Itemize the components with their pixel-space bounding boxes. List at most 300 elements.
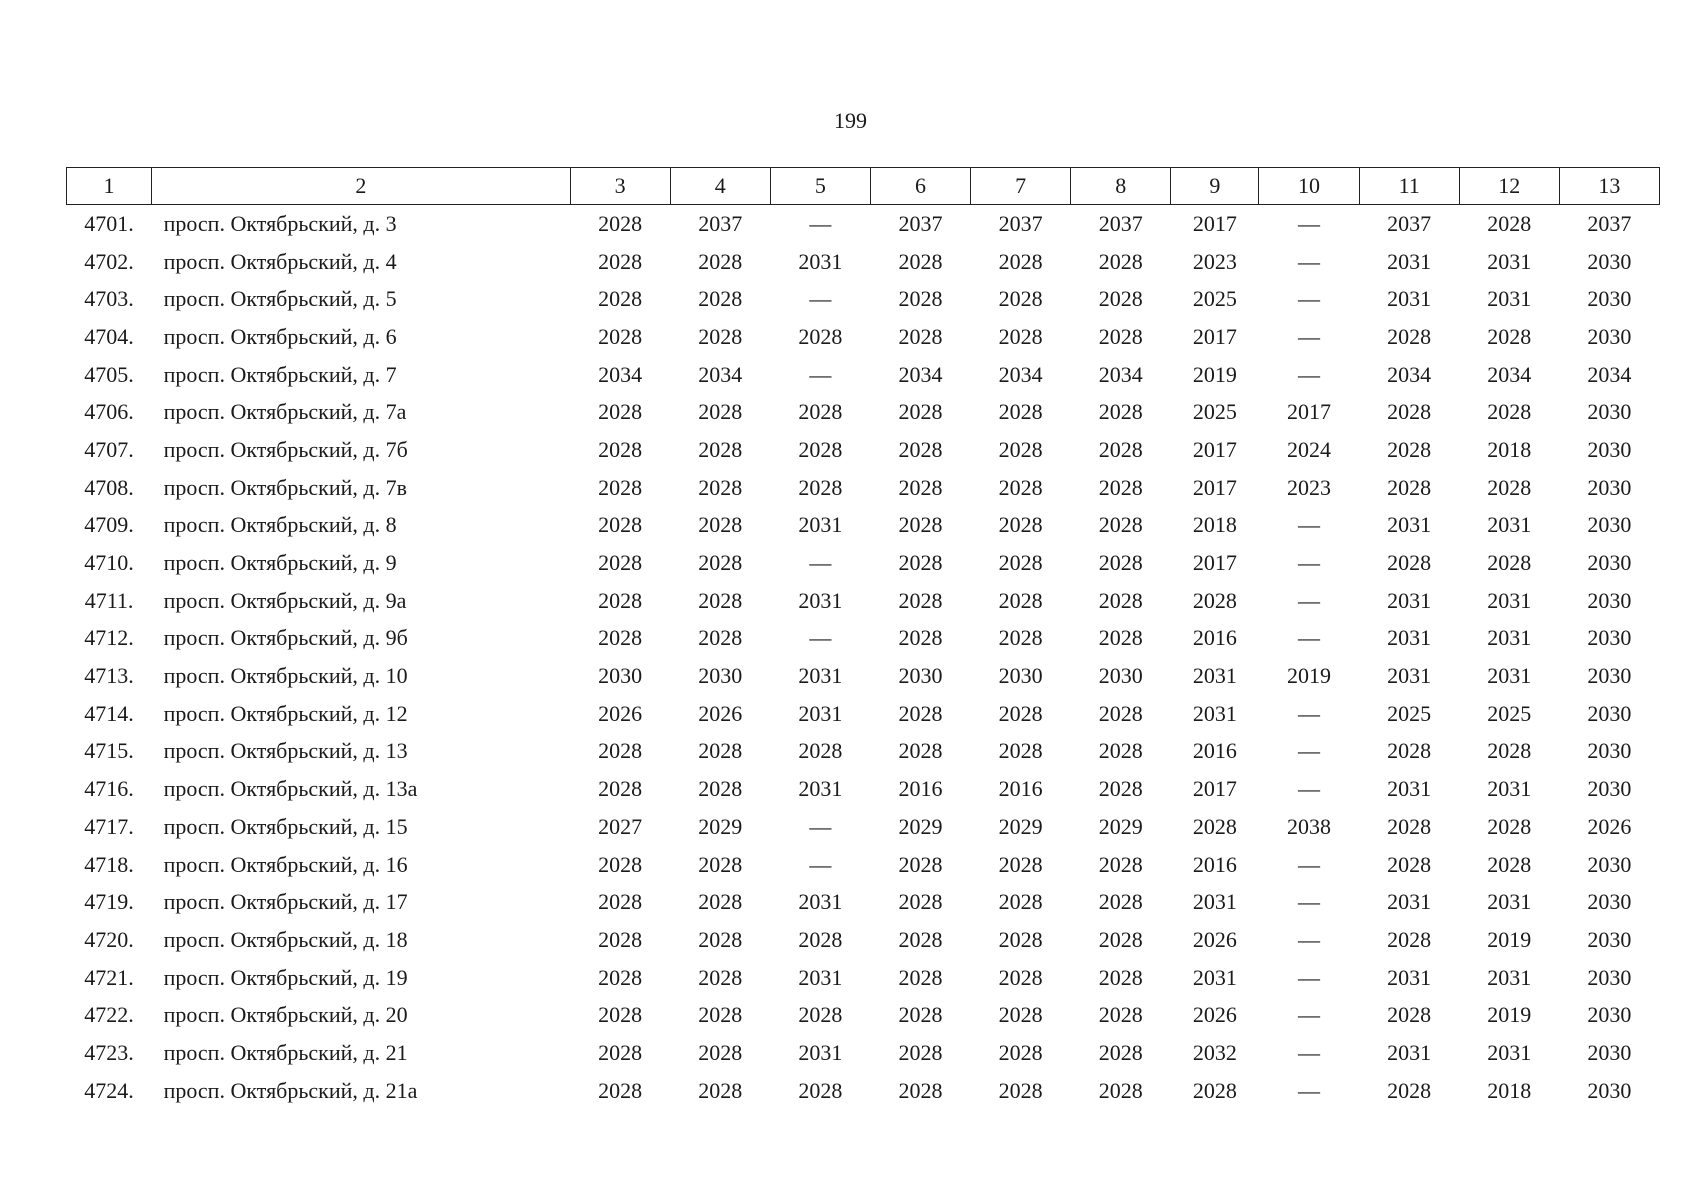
year-cell: 2028: [598, 1002, 643, 1028]
year-cell: 2016: [1192, 851, 1237, 877]
year-cell: —: [809, 813, 832, 839]
year-cell: 2028: [1487, 399, 1532, 425]
year-cell: 2028: [698, 286, 743, 312]
year-cell: 2028: [598, 550, 643, 576]
year-cell: 2034: [698, 361, 743, 387]
year-cell: 2037: [1098, 210, 1143, 236]
year-cell: —: [1298, 512, 1321, 538]
year-cell: —: [1298, 964, 1321, 990]
year-cell: 2034: [998, 361, 1043, 387]
row-number-cell: 4711.: [84, 587, 134, 613]
year-cell: —: [1298, 587, 1321, 613]
year-cell: —: [1298, 1039, 1321, 1065]
year-cell: —: [1298, 1077, 1321, 1103]
year-cell: 2028: [898, 1039, 943, 1065]
table-row: [67, 921, 1660, 959]
year-cell: 2031: [1387, 889, 1432, 915]
year-cell: 2028: [998, 889, 1043, 915]
year-cell: 2028: [598, 1039, 643, 1065]
year-cell: —: [809, 286, 832, 312]
table-row: [67, 695, 1660, 733]
year-cell: 2031: [798, 663, 843, 689]
year-cell: 2037: [898, 210, 943, 236]
row-number-cell: 4718.: [84, 851, 134, 877]
year-cell: 2028: [1098, 248, 1143, 274]
year-cell: 2031: [1192, 889, 1237, 915]
year-cell: 2018: [1487, 1077, 1532, 1103]
year-cell: 2025: [1387, 700, 1432, 726]
year-cell: 2028: [698, 926, 743, 952]
table-row: [67, 582, 1660, 620]
year-cell: 2028: [898, 436, 943, 462]
row-number-cell: 4723.: [84, 1039, 134, 1065]
year-cell: 2025: [1487, 700, 1532, 726]
year-cell: 2031: [798, 587, 843, 613]
row-number-cell: 4712.: [84, 625, 134, 651]
address-cell: просп. Октябрьский, д. 9: [163, 550, 397, 576]
year-cell: 2028: [598, 323, 643, 349]
year-cell: 2028: [598, 248, 643, 274]
table-row: [67, 205, 1660, 243]
year-cell: —: [1298, 1002, 1321, 1028]
table-row: [67, 544, 1660, 582]
year-cell: 2028: [1098, 964, 1143, 990]
year-cell: 2037: [998, 210, 1043, 236]
year-cell: 2029: [998, 813, 1043, 839]
table-row: [67, 469, 1660, 507]
year-cell: 2028: [698, 1039, 743, 1065]
year-cell: 2028: [598, 964, 643, 990]
year-cell: 2028: [1387, 474, 1432, 500]
row-number-cell: 4717.: [84, 813, 134, 839]
year-cell: 2034: [1487, 361, 1532, 387]
address-cell: просп. Октябрьский, д. 21а: [163, 1077, 418, 1103]
table-row: [67, 620, 1660, 658]
year-cell: 2028: [1387, 813, 1432, 839]
year-cell: 2028: [1387, 1002, 1432, 1028]
column-header: 13: [1559, 168, 1659, 205]
year-cell: 2028: [698, 323, 743, 349]
table-row: [67, 243, 1660, 281]
address-cell: просп. Октябрьский, д. 16: [163, 851, 408, 877]
column-number-header-row: [67, 168, 1660, 205]
year-cell: 2037: [1587, 210, 1632, 236]
row-number-cell: 4720.: [84, 926, 134, 952]
year-cell: 2031: [1487, 587, 1532, 613]
table-body: [67, 205, 1660, 1110]
year-cell: —: [1298, 248, 1321, 274]
year-cell: 2031: [1387, 248, 1432, 274]
year-cell: 2028: [998, 1039, 1043, 1065]
year-cell: 2037: [698, 210, 743, 236]
year-cell: —: [1298, 851, 1321, 877]
year-cell: —: [1298, 738, 1321, 764]
year-cell: 2030: [1587, 1039, 1632, 1065]
row-number-cell: 4719.: [84, 889, 134, 915]
table-row: [67, 280, 1660, 318]
year-cell: 2028: [1098, 512, 1143, 538]
year-cell: 2018: [1487, 436, 1532, 462]
address-cell: просп. Октябрьский, д. 4: [163, 248, 397, 274]
year-cell: 2028: [998, 926, 1043, 952]
year-cell: 2028: [698, 1077, 743, 1103]
year-cell: 2037: [1387, 210, 1432, 236]
year-cell: 2025: [1192, 399, 1237, 425]
address-cell: просп. Октябрьский, д. 19: [163, 964, 408, 990]
year-cell: 2030: [1587, 323, 1632, 349]
year-cell: 2028: [998, 1002, 1043, 1028]
year-cell: 2030: [1587, 587, 1632, 613]
year-cell: 2028: [1098, 474, 1143, 500]
year-cell: 2028: [798, 1077, 843, 1103]
address-cell: просп. Октябрьский, д. 20: [163, 1002, 408, 1028]
address-cell: просп. Октябрьский, д. 7: [163, 361, 397, 387]
year-cell: 2031: [798, 512, 843, 538]
year-cell: 2031: [1387, 776, 1432, 802]
year-cell: 2028: [598, 286, 643, 312]
year-cell: 2028: [1192, 813, 1237, 839]
year-cell: 2026: [698, 700, 743, 726]
year-cell: 2030: [1587, 625, 1632, 651]
year-cell: 2030: [1587, 286, 1632, 312]
year-cell: 2028: [698, 248, 743, 274]
year-cell: —: [1298, 286, 1321, 312]
year-cell: 2031: [1487, 776, 1532, 802]
year-cell: 2017: [1287, 399, 1332, 425]
year-cell: 2031: [1192, 700, 1237, 726]
year-cell: 2016: [898, 776, 943, 802]
row-number-cell: 4706.: [84, 399, 134, 425]
year-cell: 2031: [1387, 512, 1432, 538]
year-cell: 2028: [698, 889, 743, 915]
year-cell: 2028: [998, 964, 1043, 990]
year-cell: 2016: [1192, 738, 1237, 764]
year-cell: 2023: [1192, 248, 1237, 274]
year-cell: 2028: [698, 776, 743, 802]
year-cell: 2028: [898, 889, 943, 915]
year-cell: 2030: [1587, 738, 1632, 764]
year-cell: —: [1298, 889, 1321, 915]
year-cell: 2028: [698, 1002, 743, 1028]
year-cell: 2028: [598, 1077, 643, 1103]
year-cell: 2028: [1098, 625, 1143, 651]
year-cell: 2028: [998, 738, 1043, 764]
year-cell: 2028: [1487, 323, 1532, 349]
year-cell: 2031: [1387, 587, 1432, 613]
year-cell: 2028: [698, 964, 743, 990]
address-cell: просп. Октябрьский, д. 17: [163, 889, 408, 915]
year-cell: 2028: [1487, 738, 1532, 764]
year-cell: 2028: [798, 323, 843, 349]
year-cell: 2028: [1098, 550, 1143, 576]
address-cell: просп. Октябрьский, д. 10: [163, 663, 408, 689]
table-row: [67, 356, 1660, 394]
year-cell: 2028: [898, 1002, 943, 1028]
year-cell: 2031: [1487, 964, 1532, 990]
year-cell: 2028: [698, 399, 743, 425]
year-cell: 2030: [998, 663, 1043, 689]
year-cell: 2028: [898, 964, 943, 990]
year-cell: —: [1298, 926, 1321, 952]
year-cell: 2028: [798, 399, 843, 425]
year-cell: 2031: [1487, 625, 1532, 651]
year-cell: 2028: [998, 436, 1043, 462]
year-cell: 2028: [898, 399, 943, 425]
year-cell: 2019: [1487, 926, 1532, 952]
year-cell: 2028: [598, 436, 643, 462]
year-cell: 2028: [1387, 399, 1432, 425]
column-header: 11: [1359, 168, 1459, 205]
year-cell: 2028: [898, 851, 943, 877]
table-row: [67, 996, 1660, 1034]
year-cell: 2034: [598, 361, 643, 387]
year-cell: 2028: [798, 1002, 843, 1028]
year-cell: 2030: [1587, 889, 1632, 915]
year-cell: 2028: [1098, 738, 1143, 764]
year-cell: 2030: [1587, 399, 1632, 425]
year-cell: —: [1298, 210, 1321, 236]
year-cell: 2017: [1192, 776, 1237, 802]
year-cell: 2028: [1487, 851, 1532, 877]
year-cell: 2025: [1192, 286, 1237, 312]
year-cell: 2028: [1098, 399, 1143, 425]
year-cell: 2026: [1192, 1002, 1237, 1028]
year-cell: 2030: [1587, 776, 1632, 802]
column-header: 5: [770, 168, 870, 205]
year-cell: 2028: [1487, 474, 1532, 500]
year-cell: 2028: [1098, 926, 1143, 952]
year-cell: —: [809, 550, 832, 576]
year-cell: 2027: [598, 813, 643, 839]
year-cell: 2034: [1098, 361, 1143, 387]
year-cell: —: [1298, 550, 1321, 576]
year-cell: 2031: [1387, 663, 1432, 689]
year-cell: 2029: [1098, 813, 1143, 839]
year-cell: 2016: [1192, 625, 1237, 651]
year-cell: 2030: [1587, 1002, 1632, 1028]
year-cell: 2030: [1587, 512, 1632, 538]
year-cell: 2031: [798, 776, 843, 802]
year-cell: 2028: [1098, 323, 1143, 349]
year-cell: 2028: [598, 625, 643, 651]
year-cell: 2028: [1098, 889, 1143, 915]
year-cell: 2028: [898, 323, 943, 349]
year-cell: 2028: [598, 738, 643, 764]
year-cell: 2028: [698, 851, 743, 877]
year-cell: 2017: [1192, 210, 1237, 236]
row-number-cell: 4715.: [84, 738, 134, 764]
year-cell: 2028: [598, 512, 643, 538]
row-number-cell: 4709.: [84, 512, 134, 538]
year-cell: 2028: [598, 889, 643, 915]
year-cell: 2028: [798, 474, 843, 500]
year-cell: 2031: [1387, 964, 1432, 990]
row-number-cell: 4705.: [84, 361, 134, 387]
year-cell: 2031: [1487, 512, 1532, 538]
address-cell: просп. Октябрьский, д. 7а: [163, 399, 407, 425]
address-cell: просп. Октябрьский, д. 3: [163, 210, 397, 236]
year-cell: 2028: [598, 587, 643, 613]
row-number-cell: 4714.: [84, 700, 134, 726]
year-cell: 2031: [1387, 1039, 1432, 1065]
year-cell: 2028: [1098, 700, 1143, 726]
year-cell: 2028: [998, 1077, 1043, 1103]
year-cell: 2028: [1487, 813, 1532, 839]
year-cell: 2028: [1192, 587, 1237, 613]
year-cell: 2026: [598, 700, 643, 726]
year-cell: 2031: [1487, 889, 1532, 915]
year-cell: 2028: [1387, 738, 1432, 764]
year-cell: 2031: [1487, 248, 1532, 274]
table-row: [67, 1072, 1660, 1110]
table-row: [67, 808, 1660, 846]
year-cell: 2030: [1587, 700, 1632, 726]
address-cell: просп. Октябрьский, д. 7б: [163, 436, 408, 462]
address-cell: просп. Октябрьский, д. 15: [163, 813, 408, 839]
year-cell: 2030: [1587, 436, 1632, 462]
address-cell: просп. Октябрьский, д. 8: [163, 512, 397, 538]
year-cell: 2030: [698, 663, 743, 689]
year-cell: 2024: [1287, 436, 1332, 462]
column-header: 3: [570, 168, 670, 205]
year-cell: 2028: [898, 248, 943, 274]
year-cell: 2028: [998, 474, 1043, 500]
year-cell: 2030: [1587, 1077, 1632, 1103]
row-number-cell: 4724.: [84, 1077, 134, 1103]
row-number-cell: 4701.: [84, 210, 134, 236]
year-cell: 2028: [598, 399, 643, 425]
address-cell: просп. Октябрьский, д. 13а: [163, 776, 418, 802]
row-number-cell: 4721.: [84, 964, 134, 990]
table-row: [67, 393, 1660, 431]
year-cell: 2028: [898, 926, 943, 952]
year-cell: 2028: [1098, 1077, 1143, 1103]
year-cell: 2031: [798, 700, 843, 726]
year-cell: 2028: [798, 738, 843, 764]
year-cell: 2023: [1287, 474, 1332, 500]
year-cell: 2028: [898, 1077, 943, 1103]
row-number-cell: 4716.: [84, 776, 134, 802]
year-cell: 2030: [1587, 851, 1632, 877]
year-cell: 2017: [1192, 550, 1237, 576]
column-header: 12: [1459, 168, 1559, 205]
year-cell: 2028: [898, 474, 943, 500]
year-cell: 2031: [798, 248, 843, 274]
address-cell: просп. Октябрьский, д. 7в: [163, 474, 407, 500]
row-number-cell: 4708.: [84, 474, 134, 500]
address-cell: просп. Октябрьский, д. 21: [163, 1039, 408, 1065]
year-cell: 2030: [1587, 663, 1632, 689]
year-cell: 2028: [998, 851, 1043, 877]
year-cell: 2029: [698, 813, 743, 839]
year-cell: 2028: [1487, 550, 1532, 576]
year-cell: 2028: [998, 323, 1043, 349]
table-row: [67, 507, 1660, 545]
year-cell: 2028: [1192, 1077, 1237, 1103]
year-cell: 2028: [998, 700, 1043, 726]
address-cell: просп. Октябрьский, д. 9а: [163, 587, 407, 613]
column-header: 9: [1171, 168, 1259, 205]
row-number-cell: 4702.: [84, 248, 134, 274]
year-cell: 2028: [1387, 1077, 1432, 1103]
year-cell: 2028: [998, 399, 1043, 425]
year-cell: 2028: [698, 550, 743, 576]
table-row: [67, 431, 1660, 469]
year-cell: 2028: [1098, 436, 1143, 462]
year-cell: 2028: [998, 512, 1043, 538]
year-cell: 2028: [598, 776, 643, 802]
year-cell: 2030: [898, 663, 943, 689]
year-cell: 2028: [998, 286, 1043, 312]
year-cell: 2028: [1098, 587, 1143, 613]
year-cell: —: [1298, 323, 1321, 349]
year-cell: 2028: [698, 436, 743, 462]
year-cell: 2028: [1387, 436, 1432, 462]
address-cell: просп. Октябрьский, д. 13: [163, 738, 408, 764]
year-cell: 2017: [1192, 474, 1237, 500]
year-cell: —: [809, 210, 832, 236]
table-row: [67, 846, 1660, 884]
year-cell: 2031: [1487, 663, 1532, 689]
year-cell: 2030: [1098, 663, 1143, 689]
year-cell: 2031: [1192, 663, 1237, 689]
year-cell: 2028: [598, 851, 643, 877]
year-cell: 2017: [1192, 323, 1237, 349]
column-header: 2: [152, 168, 571, 205]
year-cell: —: [809, 361, 832, 387]
year-cell: —: [1298, 625, 1321, 651]
year-cell: 2028: [898, 550, 943, 576]
row-number-cell: 4710.: [84, 550, 134, 576]
year-cell: 2028: [898, 512, 943, 538]
table-row: [67, 883, 1660, 921]
year-cell: 2028: [998, 625, 1043, 651]
year-cell: 2028: [698, 625, 743, 651]
year-cell: 2038: [1287, 813, 1332, 839]
row-number-cell: 4704.: [84, 323, 134, 349]
year-cell: 2018: [1192, 512, 1237, 538]
column-header: 6: [870, 168, 970, 205]
address-cell: просп. Октябрьский, д. 18: [163, 926, 408, 952]
row-number-cell: 4722.: [84, 1002, 134, 1028]
year-cell: 2029: [898, 813, 943, 839]
column-header: 8: [1071, 168, 1171, 205]
year-cell: 2028: [1387, 550, 1432, 576]
year-cell: 2028: [998, 587, 1043, 613]
column-header: 7: [971, 168, 1071, 205]
address-cell: просп. Октябрьский, д. 6: [163, 323, 397, 349]
page-number: 199: [834, 108, 867, 133]
table-row: [67, 770, 1660, 808]
year-cell: 2016: [998, 776, 1043, 802]
year-cell: 2028: [798, 436, 843, 462]
year-cell: 2030: [598, 663, 643, 689]
year-cell: 2028: [898, 625, 943, 651]
year-cell: 2030: [1587, 926, 1632, 952]
year-cell: 2028: [798, 926, 843, 952]
year-cell: 2030: [1587, 474, 1632, 500]
year-cell: 2028: [1098, 1039, 1143, 1065]
year-cell: 2028: [898, 700, 943, 726]
year-cell: 2028: [1098, 286, 1143, 312]
year-cell: 2028: [698, 474, 743, 500]
column-header: 1: [67, 168, 152, 205]
year-cell: 2028: [598, 926, 643, 952]
table-row: [67, 657, 1660, 695]
year-cell: 2028: [1098, 1002, 1143, 1028]
year-cell: —: [809, 625, 832, 651]
column-header: 10: [1259, 168, 1359, 205]
